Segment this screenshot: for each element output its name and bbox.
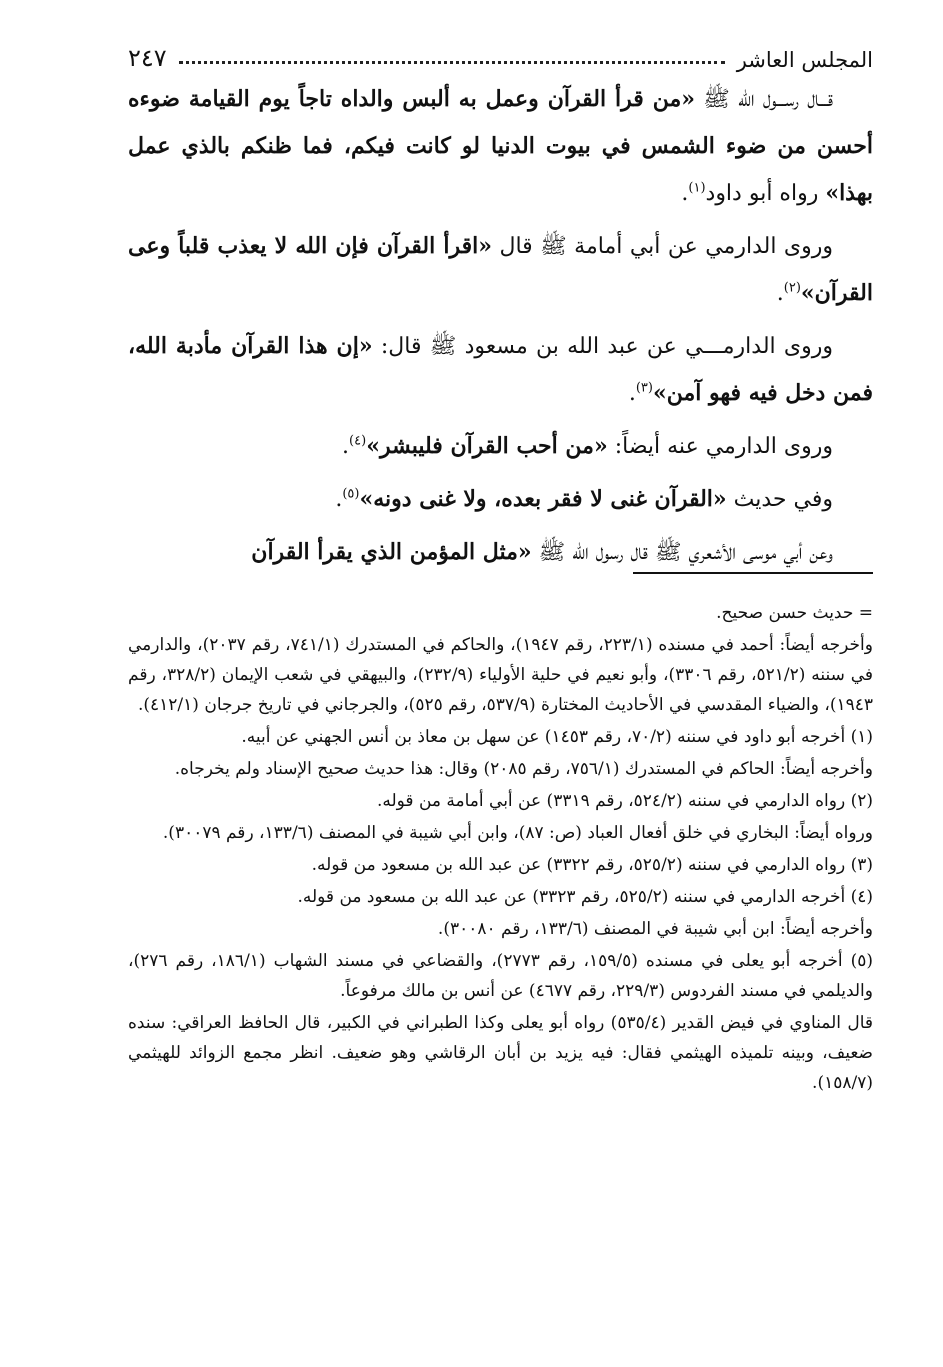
paragraph-4	[128, 423, 873, 470]
hadith-quote-1: «من قرأ القرآن وعمل به ألبس والداه تاجاً يوم القيامة ضوءه أحسن من ضوء الشمس في بيوت الدنيا لو كانت فيكم، فما ظنكم بالذي عمل بهذا»	[128, 86, 873, 206]
paragraph-5-lead: وفي حديث	[726, 487, 833, 512]
paragraph-2-lead: وروى الدارمي عن أبي أمامة ﷺ قال	[491, 234, 833, 259]
paragraph-1-lead: قـــال رســـول الله ﷺ	[695, 87, 833, 112]
paragraph-6-lead: وعن أبي موسى الأشعري ﷺ قال رسول الله ﷺ	[531, 540, 833, 565]
paragraph-5-end: .	[335, 487, 343, 512]
hadith-quote-5: «القرآن غنى لا فقر بعده، ولا غنى دونه»	[359, 486, 727, 512]
footnote-ref-3[interactable]: (٣)	[635, 380, 653, 396]
footnote-line: وأخرجه أيضاً: أحمد في مسنده (٢٢٣/١، رقم ١٩٤٧)، والحاكم في المستدرك (٧٤١/١، رقم ٢٠٣٧)، والدارمي في سننه (٥٢١/٢، رقم ٣٣٠٦)، وأبو نعيم في حلية الأولياء (٢٣٢/٩)، والبيهقي في شعب الإيمان (٣٢٨/٢، رقم ١٩٤٣)، والضياء المقدسي في الأحاديث المختارة (٥٣٧/٩، رقم ٥٢٥)، والجرجاني في تاريخ جرجان (٤١٢/١).	[128, 635, 873, 715]
hadith-quote-4: «من أحب القرآن فليبشر»	[366, 433, 608, 459]
running-header	[128, 38, 873, 72]
footnote-ref-5[interactable]: (٥)	[342, 486, 360, 502]
footnote-ref-2[interactable]: (٢)	[783, 280, 801, 296]
paragraph-1-end: .	[681, 181, 689, 206]
hadith-quote-2: «اقرأ القرآن فإن الله لا يعذب قلباً وعى القرآن»	[128, 233, 873, 306]
paragraph-1	[128, 76, 873, 217]
paragraph-1-tail: رواه أبو داود	[705, 181, 826, 206]
paragraph-4-lead: وروى الدارمي عنه أيضاً:	[607, 434, 833, 459]
paragraph-5	[128, 476, 873, 523]
footnote-ref-1[interactable]: (١)	[688, 180, 706, 196]
footnote-line: ورواه أيضاً: البخاري في خلق أفعال العباد (ص: ٨٧)، وابن أبي شيبة في المصنف (١٣٣/٦، رقم ٣٠٠٧٩).	[162, 823, 873, 843]
footnote-separator	[633, 572, 873, 574]
footnote-3: (٣) رواه الدارمي في سننه (٥٢٥/٢، رقم ٣٣٢٢) عن عبد الله بن مسعود من قوله.	[311, 855, 873, 875]
paragraph-2	[128, 223, 873, 317]
footnote-line: وأخرجه أيضاً: الحاكم في المستدرك (٧٥٦/١، رقم ٢٠٨٥) وقال: هذا حديث صحيح الإسناد ولم يخرجاه.	[174, 759, 873, 779]
hadith-quote-3: «إن هذا القرآن مأدبة الله، فمن دخل فيه فهو آمن»	[128, 333, 873, 406]
footnote-ref-4[interactable]: (٤)	[349, 433, 367, 449]
footnote-5: (٥) أخرجه أبو يعلى في مسنده (١٥٩/٥، رقم ٢٧٧٣)، والقضاعي في مسند الشهاب (١٨٦/١، رقم ٢٧٦)، والديلمي في مسند الفردوس (٢٢٩/٣، رقم ٤٦٧٧) عن أنس بن مالك مرفوعاً.	[128, 951, 874, 1001]
footnotes	[128, 598, 873, 1100]
footnote-4: (٤) أخرجه الدارمي في سننه (٥٢٥/٢، رقم ٣٣٢٣) عن عبد الله بن مسعود من قوله.	[297, 887, 873, 907]
footnote-continuation: = حديث حسن صحيح.	[716, 603, 873, 623]
paragraph-6	[128, 529, 873, 576]
footnote-1: (١) أخرجه أبو داود في سننه (٧٠/٢، رقم ١٤٥٣) عن سهل بن معاذ بن أنس الجهني عن أبيه.	[241, 727, 873, 747]
footnote-line: قال المناوي في فيض القدير (٥٣٥/٤) رواه أبو يعلى وكذا الطبراني في الكبير، قال الحافظ العراقي: سنده ضعيف، وبينه تلميذه الهيثمي فقال: فيه يزيد بن أبان الرقاشي وهو ضعيف. انظر مجمع الزوائد للهيثمي (١٥٨/٧).	[128, 1013, 873, 1093]
main-text	[128, 76, 873, 582]
paragraph-3-end: .	[628, 381, 636, 406]
paragraph-4-end: .	[342, 434, 350, 459]
header-dot-leader	[179, 61, 725, 64]
footnote-2: (٢) رواه الدارمي في سننه (٥٢٤/٢، رقم ٣٣١٩) عن أبي أمامة من قوله.	[376, 791, 873, 811]
paragraph-2-end: .	[776, 281, 784, 306]
paragraph-3	[128, 323, 873, 417]
page-number: ٢٤٧	[128, 44, 167, 72]
footnote-line: وأخرجه أيضاً: ابن أبي شيبة في المصنف (١٣٣/٦، رقم ٣٠٠٨٠).	[437, 919, 873, 939]
paragraph-3-lead: وروى الدارمـــي عن عبد الله بن مسعود ﷺ قال:	[372, 334, 833, 359]
chapter-title: المجلس العاشر	[736, 48, 873, 72]
hadith-quote-6: «مثل المؤمن الذي يقرأ القرآن	[251, 539, 532, 565]
